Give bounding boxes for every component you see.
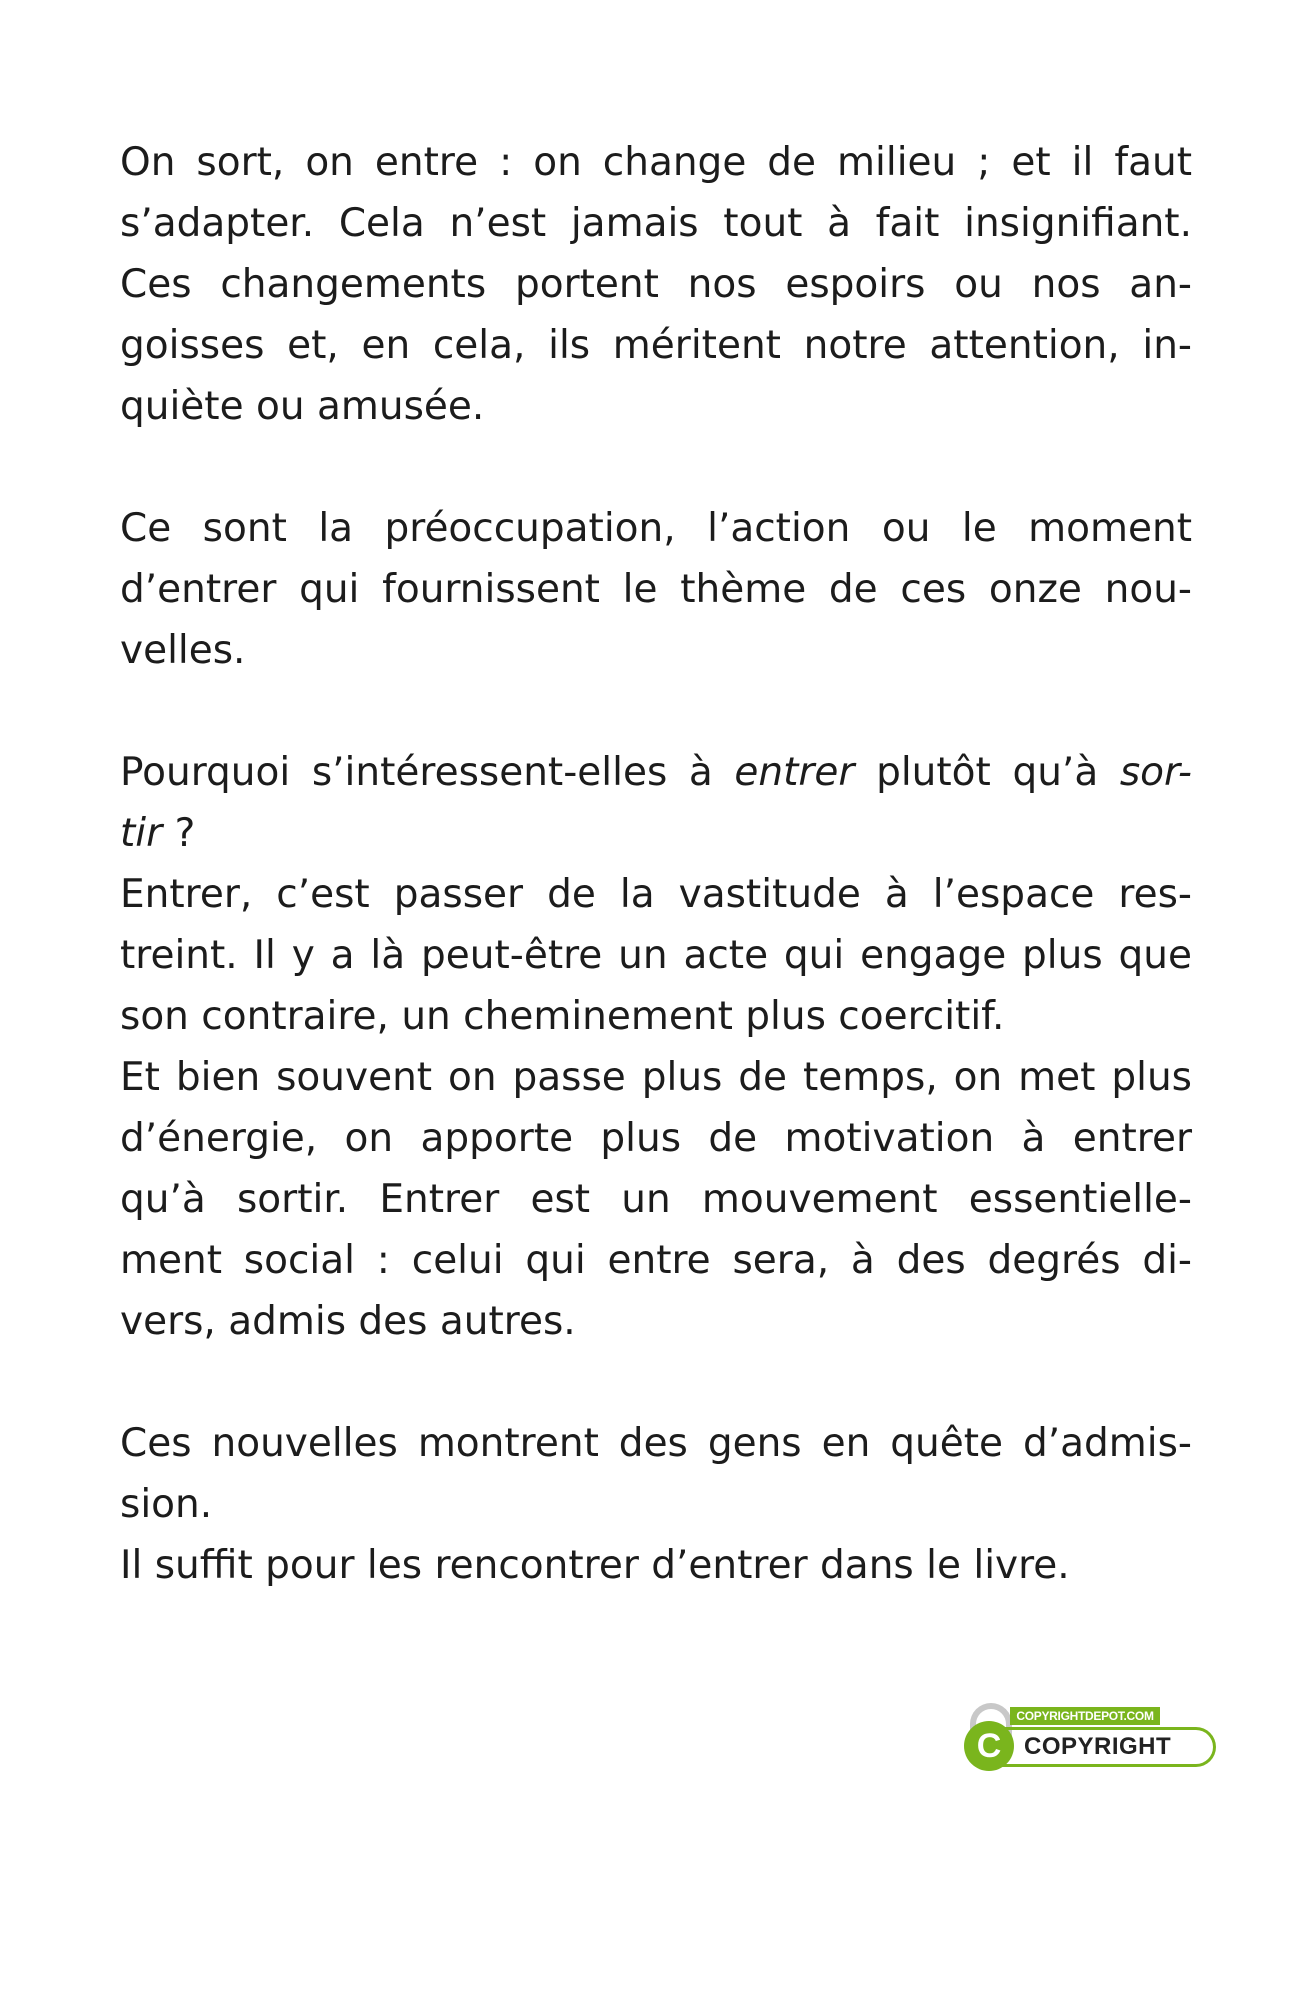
paragraph-1-line: goisses et, en cela, ils méritent notre attention, in- <box>120 323 1192 368</box>
paragraph-1-line: quiète ou amusée. <box>120 384 485 429</box>
paragraph-3-line: ment social : celui qui entre sera, à des degrés di- <box>120 1238 1192 1283</box>
italic-word: tir <box>120 811 163 856</box>
paragraph-2-line: d’entrer qui fournissent le thème de ces onze nou- <box>120 567 1192 612</box>
paragraph-4-line: Il suffit pour les rencontrer d’entrer dans le livre. <box>120 1543 1070 1588</box>
italic-word: entrer <box>734 750 855 795</box>
paragraph-3-line: treint. Il y a là peut-être un acte qui engage plus que <box>120 933 1192 978</box>
paragraph-2-line: Ce sont la préoccupation, l’action ou le moment <box>120 506 1192 551</box>
text-run: plutôt qu’à <box>854 750 1120 795</box>
paragraph-3-line: vers, admis des autres. <box>120 1299 576 1344</box>
paragraph-2-line: velles. <box>120 628 246 673</box>
paragraph-1-line: s’adapter. Cela n’est jamais tout à fait insignifiant. <box>120 201 1192 246</box>
copyright-label: COPYRIGHT <box>994 1727 1216 1767</box>
paragraph-3-line <box>120 742 1192 803</box>
paragraph-3-line: son contraire, un cheminement plus coercitif. <box>120 994 1005 1039</box>
body-text <box>120 132 1192 1596</box>
italic-word: sor- <box>1119 750 1192 795</box>
paragraph-3-line: d’énergie, on apporte plus de motivation à entrer <box>120 1116 1192 1161</box>
paragraph-gap <box>120 681 1192 742</box>
text-run: ? <box>162 811 196 856</box>
paragraph-gap <box>120 437 1192 498</box>
copyright-symbol-icon: C <box>964 1721 1014 1771</box>
paragraph-4-line: sion. <box>120 1482 213 1527</box>
paragraph-3-line <box>120 803 1192 864</box>
copyright-badge <box>964 1703 1218 1775</box>
paragraph-4-line: Ces nouvelles montrent des gens en quête d’admis- <box>120 1421 1192 1466</box>
paragraph-1-line: Ces changements portent nos espoirs ou nos an- <box>120 262 1192 307</box>
paragraph-3-line: Entrer, c’est passer de la vastitude à l’espace res- <box>120 872 1192 917</box>
paragraph-gap <box>120 1352 1192 1413</box>
paragraph-1-line: On sort, on entre : on change de milieu ; et il faut <box>120 140 1192 185</box>
paragraph-3-line: Et bien souvent on passe plus de temps, on met plus <box>120 1055 1192 1100</box>
text-run: Pourquoi s’intéressent-elles à <box>120 750 735 795</box>
paragraph-3-line: qu’à sortir. Entrer est un mouvement essentielle- <box>120 1177 1192 1222</box>
copyright-site: COPYRIGHTDEPOT.COM <box>1010 1707 1160 1725</box>
